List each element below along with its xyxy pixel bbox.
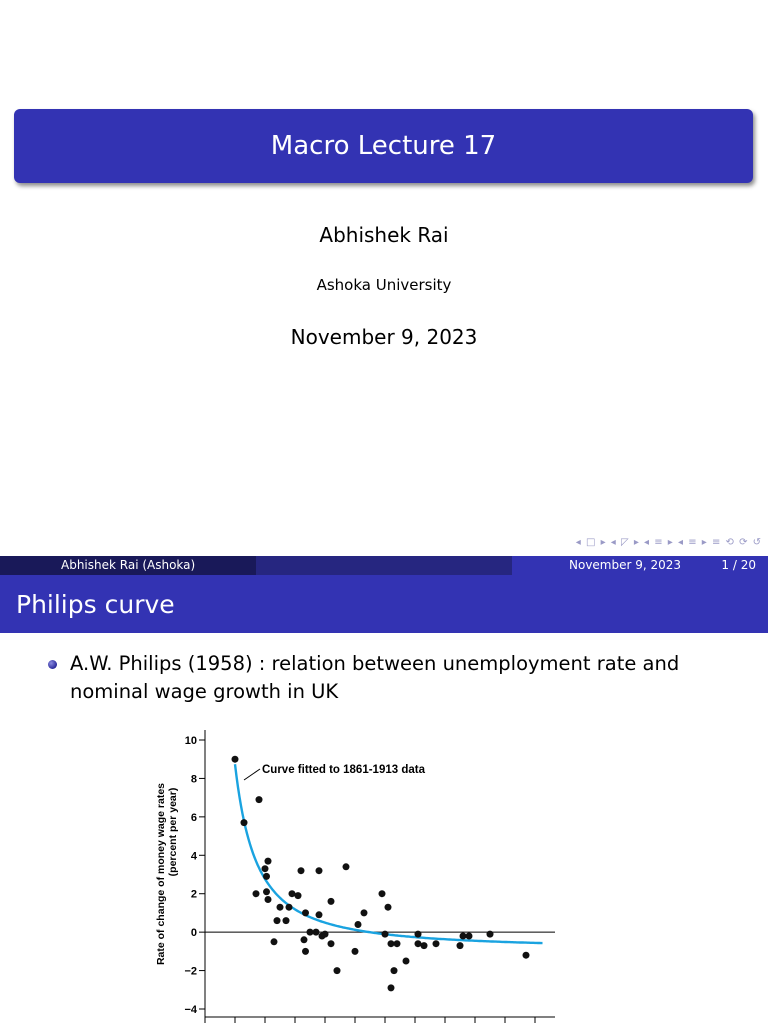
- data-point: [307, 929, 314, 936]
- data-points: [232, 756, 530, 992]
- data-point: [316, 867, 323, 874]
- data-point: [286, 904, 293, 911]
- philips-curve-chart: [150, 722, 570, 1024]
- data-point: [388, 940, 395, 947]
- data-point: [313, 929, 320, 936]
- data-point: [241, 819, 248, 826]
- data-point: [460, 933, 467, 940]
- data-point: [289, 890, 296, 897]
- data-point: [328, 940, 335, 947]
- data-point: [487, 931, 494, 938]
- data-point: [253, 890, 260, 897]
- y-tick-label: −2: [184, 965, 197, 978]
- footer-title-section: [256, 556, 512, 575]
- data-point: [263, 888, 270, 895]
- beamer-navigation-icons[interactable]: ◂ □ ▸ ◂ ◸ ▸ ◂ ≡ ▸ ◂ ≡ ▸ ≡ ⟲ ⟳ ↺: [575, 537, 762, 548]
- data-point: [295, 892, 302, 899]
- slide-footer: [0, 556, 768, 575]
- data-point: [322, 931, 329, 938]
- data-point: [433, 940, 440, 947]
- data-point: [523, 952, 530, 959]
- data-point: [328, 898, 335, 905]
- frame-title-bar: [0, 575, 768, 633]
- data-point: [302, 948, 309, 955]
- data-point: [265, 896, 272, 903]
- data-point: [415, 931, 422, 938]
- data-point: [316, 911, 323, 918]
- y-tick-label: 6: [190, 811, 197, 824]
- data-point: [298, 867, 305, 874]
- data-point: [277, 904, 284, 911]
- y-axis-label-units: (percent per year): [167, 787, 179, 877]
- data-point: [391, 967, 398, 974]
- y-axis-label: Rate of change of money wage rates: [155, 782, 167, 966]
- data-point: [421, 942, 428, 949]
- y-tick-label: 10: [184, 735, 197, 747]
- data-point: [274, 917, 281, 924]
- data-point: [355, 921, 362, 928]
- data-point: [232, 756, 239, 763]
- data-point: [262, 865, 269, 872]
- footer-author-section: [0, 556, 256, 575]
- footer-date: November 9, 2023: [569, 558, 682, 572]
- data-point: [466, 933, 473, 940]
- footer-author: Abhishek Rai (Ashoka): [61, 558, 196, 572]
- data-point: [263, 873, 270, 880]
- data-point: [415, 940, 422, 947]
- data-point: [334, 967, 341, 974]
- institute-name: Ashoka University: [316, 276, 452, 294]
- data-point: [302, 909, 309, 916]
- y-tick-label: 2: [190, 888, 197, 901]
- bullet-text: A.W. Philips (1958) : relation between unemployment rate and nominal wage growth in UK: [70, 652, 680, 703]
- data-point: [379, 890, 386, 897]
- y-tick-label: 4: [190, 850, 197, 863]
- y-tick-label: −4: [184, 1004, 197, 1016]
- data-point: [385, 904, 392, 911]
- data-point: [457, 942, 464, 949]
- annotation-leader: [244, 769, 260, 780]
- data-point: [343, 863, 350, 870]
- data-point: [265, 858, 272, 865]
- frame-title: Philips curve: [16, 590, 175, 619]
- data-point: [256, 796, 263, 803]
- y-tick-label: 8: [190, 773, 197, 786]
- footer-page-number: 1 / 20: [721, 558, 756, 572]
- presentation-title-box: [14, 109, 753, 183]
- presentation-title: Macro Lecture 17: [270, 131, 497, 161]
- data-point: [271, 938, 278, 945]
- y-tick-label: 0: [190, 927, 197, 940]
- data-point: [403, 958, 410, 965]
- data-point: [382, 931, 389, 938]
- footer-date-section: [512, 556, 768, 575]
- data-point: [361, 909, 368, 916]
- data-point: [352, 948, 359, 955]
- data-point: [283, 917, 290, 924]
- presentation-date: November 9, 2023: [290, 325, 478, 349]
- author-name: Abhishek Rai: [319, 223, 449, 247]
- data-point: [394, 940, 401, 947]
- fitted-curve: [235, 764, 543, 943]
- fitted-curve-line: [235, 764, 543, 943]
- data-point: [301, 936, 308, 943]
- curve-annotation: Curve fitted to 1861-1913 data: [262, 764, 425, 776]
- bullet-icon: [48, 660, 57, 669]
- data-point: [388, 984, 395, 991]
